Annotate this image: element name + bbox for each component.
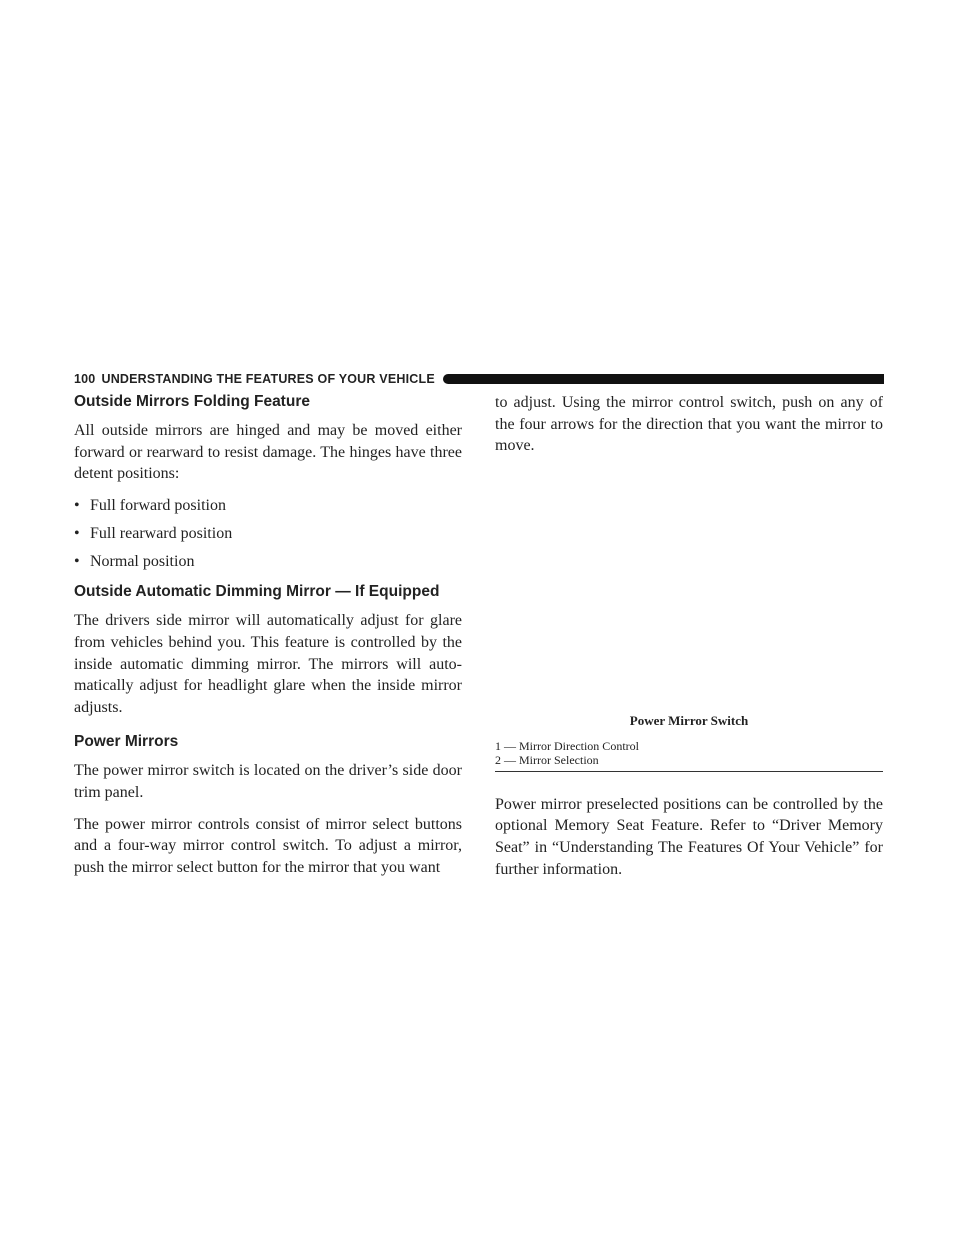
para-dimming: The drivers side mirror will automatically adjust for glare from vehicles behind you. This feature is controlled by the inside automatic dimming mirror. The mirrors will auto-matically adjust for headlight glare when the inside mirror adjusts. — [74, 612, 462, 716]
bullet-icon: • — [74, 524, 80, 542]
detent-list — [74, 495, 462, 573]
para-continued: to adjust. Using the mirror control switch, push on any of the four arrows for the direction that you want the mirror to move. — [495, 394, 883, 455]
heading-power-mirrors: Power Mirrors — [74, 733, 179, 751]
heading-folding: Outside Mirrors Folding Feature — [74, 393, 310, 410]
list-item: • Full forward position — [74, 495, 462, 517]
header-rule — [443, 374, 884, 384]
legend-item: 2 — Mirror Selection — [495, 753, 599, 768]
left-column — [74, 392, 462, 888]
figure-legend — [495, 739, 883, 772]
para-folding: All outside mirrors are hinged and may be moved either forward or rearward to resist damage. The hinges have three detent positions: — [74, 422, 462, 483]
heading-dimming: Outside Automatic Dimming Mirror — If Equipped — [74, 583, 440, 601]
para-power-2: The power mirror controls consist of mirror select buttons and a four-way mirror control switch. To adjust a mirror, push the mirror select button for the mirror that you want — [74, 815, 462, 876]
figure-image-area — [495, 467, 883, 707]
para-memory: Power mirror preselected positions can be controlled by the optional Memory Seat Feature. Refer to “Driver Memory Seat” in “Understanding The Features Of Your Vehicle” for further information. — [495, 795, 883, 878]
right-column — [495, 392, 883, 890]
list-item: • Normal position — [74, 551, 462, 573]
bullet-icon: • — [74, 496, 80, 514]
figure-title: Power Mirror Switch — [629, 712, 749, 728]
page-number: 100 — [74, 372, 96, 386]
list-item: • Full rearward position — [74, 523, 462, 545]
legend-item: 1 — Mirror Direction Control — [495, 738, 639, 753]
bullet-icon: • — [74, 552, 80, 570]
page-header — [74, 370, 884, 388]
section-title: UNDERSTANDING THE FEATURES OF YOUR VEHICLE — [101, 372, 435, 386]
para-power-1: The power mirror switch is located on the driver’s side door trim panel. — [74, 762, 462, 801]
